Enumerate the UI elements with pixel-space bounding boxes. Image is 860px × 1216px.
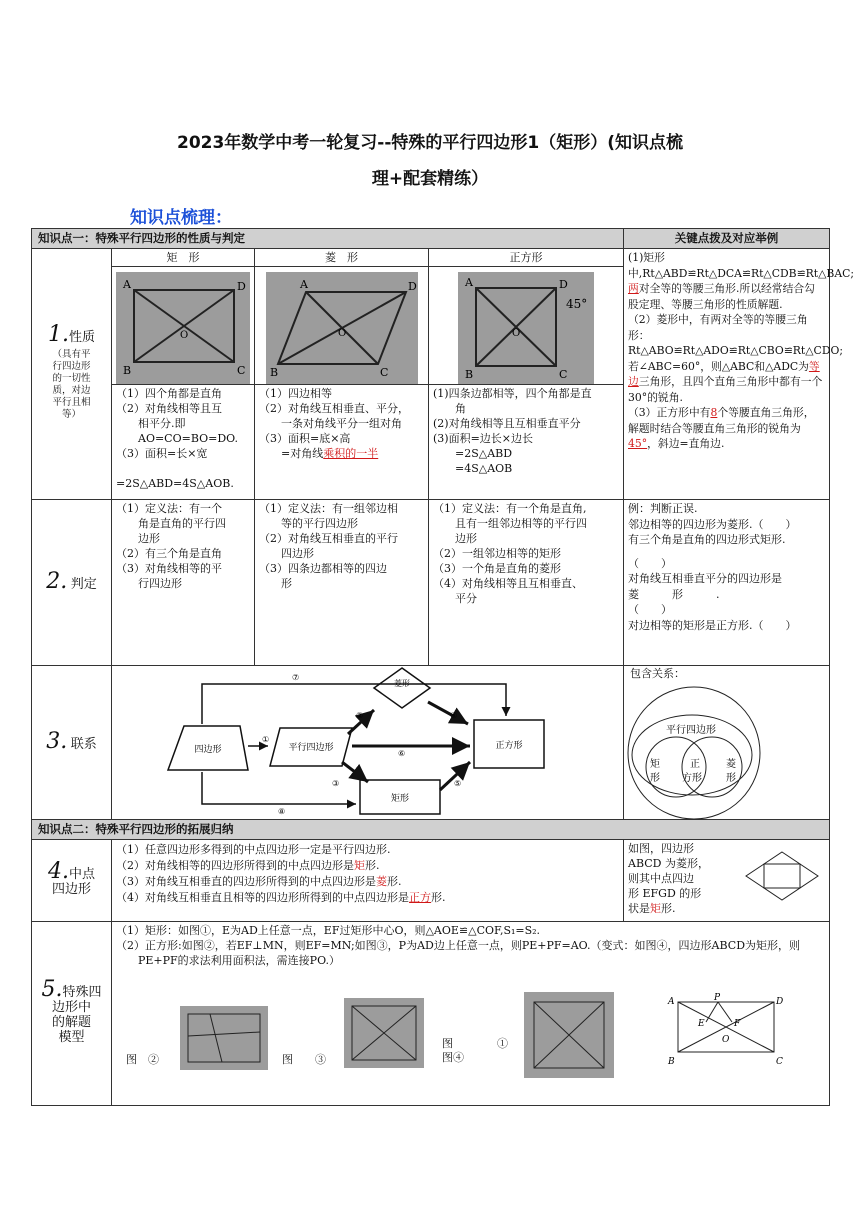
svg-text:O: O [180,330,189,341]
svg-text:45°: 45° [566,297,588,311]
rect-figure [116,272,250,384]
svg-text:方形: 方形 [682,773,702,784]
row2-label-cell [32,500,112,666]
row2-number: 2. [46,568,68,594]
svg-text:D: D [407,280,417,293]
svg-text:菱: 菱 [726,759,736,770]
svg-text:正方形: 正方形 [495,741,523,751]
svg-text:⑦: ⑦ [292,673,300,682]
header-tips: 关键点拨及对应举例 [624,229,830,249]
svg-text:①: ① [262,735,270,744]
svg-text:⑥: ⑥ [398,749,406,758]
row1-tips: (1)矩形中,Rt△ABD≌Rt△DCA≌Rt△CDB≌Rt△BAC; 两对全等的等腰三角形.所以经常结合勾股定理、等腰三角形的性质解题. （2）菱形中，有两对全等的等腰三角形：Rt△ABO≌Rt△ADO≌Rt△CBO≌Rt△CDO; 若∠ABC=60°，则△ABC和△ADC为等边三角形，且四个直角三角形中都有一个30°的锐角. （3）正方形中有8个等腰直角三角形，解题时结合等腰直角三角形的锐角为45°，斜边=直角边. [624,249,830,500]
midpoint-rhombus-figure [742,848,822,904]
section-heading: 知识点梳理： [130,208,232,228]
svg-text:A: A [465,276,473,289]
rect-figure-cell [112,267,255,385]
svg-text:C: C [237,364,246,377]
rhombus-figure-cell [255,267,429,385]
square-criteria: （1）定义法：有一个角是直角, 且有一组邻边相等的平行四 边形 （2）一组邻边相等的矩形 （3）一个角是直角的菱形 （4）对角线相等且互相垂直、 平分 [429,500,624,666]
svg-text:矩形: 矩形 [390,794,410,804]
svg-text:O: O [512,328,521,339]
fig3-photo [344,998,424,1068]
row1-number: 1. [47,322,69,347]
col-rect: 矩 形 [112,249,255,267]
svg-text:B: B [465,368,474,381]
venn-diagram [626,681,824,809]
svg-text:O: O [337,328,346,339]
rhombus-box [374,668,430,708]
svg-text:D: D [237,280,246,293]
row5-label-cell: 5.特殊四 边形中 的解题 模型 [32,922,112,1106]
row1-label: 性质 [68,330,95,345]
svg-text:矩: 矩 [650,759,660,770]
rhombus-criteria: （1）定义法：有一组邻边相 等的平行四边形 （2）对角线互相垂直的平行 四边形 （3）四条边都相等的四边 形 [255,500,429,666]
svg-text:B: B [668,1057,675,1067]
svg-text:B: B [269,366,278,379]
midpoint-item-3: （3）对角线互相垂直的四边形所得到的中点四边形是菱形. [116,875,402,888]
row3-label-cell [32,666,112,820]
model-rect-text: （1）矩形：如图①，E为AD上任意一点，EF过矩形中心O，则△AOE≌△COF,S₁=S₂. [116,924,541,937]
svg-text:A: A [123,278,131,291]
page-title-line2: 理+配套精练） [371,169,489,189]
square-figure [458,272,594,384]
svg-text:形: 形 [726,773,736,784]
row1-label-cell [32,249,112,500]
svg-text:F: F [734,1019,741,1029]
fig4-diagram [666,992,786,1070]
rect-criteria: （1）定义法：有一个 角是直角的平行四 边形 （2）有三个角是直角 （3）对角线相等的平 行四边形 [112,500,255,666]
square-figure-cell [429,267,624,385]
svg-text:②: ② [356,711,364,720]
svg-text:C: C [379,366,388,379]
square-properties: (1)四条边都相等，四个角都是直 角 (2)对角线相等且互相垂直平分 (3)面积=边长×边长 =2S△ABD =4S△AOB [429,385,624,500]
row4-tips: 如图，四边形 ABCD 为菱形， 则其中点四边 形 EFGD 的形 状是矩形. [624,840,830,922]
midpoint-item-4: （4）对角线互相垂直且相等的四边形所得到的中点四边形是正方形. [116,891,446,904]
col-rhombus: 菱 形 [255,249,429,267]
svg-text:形: 形 [650,773,660,784]
svg-text:⑧: ⑧ [278,807,286,816]
row4-label-cell: 4.中点 四边形 [32,840,112,922]
inclusion-title: 包含关系： [630,667,685,680]
row3-number: 3. [46,728,68,754]
row4-number: 4. [47,859,69,884]
svg-text:C: C [559,368,568,381]
relation-diagram-cell [112,666,624,820]
svg-text:④: ④ [450,711,458,720]
rhombus-figure [266,272,418,384]
svg-text:B: B [123,364,132,377]
knowledge-table [31,228,855,1106]
svg-text:C: C [776,1057,783,1067]
svg-text:O: O [722,1035,730,1045]
row2-label: 判定 [70,576,97,592]
svg-text:⑤: ⑤ [454,779,462,788]
fig1-photo [524,992,614,1078]
row3-label: 联系 [70,736,97,752]
rhombus-properties: （1）四边相等 （2）对角线互相垂直、平分， 一条对角线平分一组对角 （3）面积=底×高 =对角线乘积的一半 [255,385,429,500]
svg-text:③: ③ [332,779,340,788]
rect-properties: （1）四个角都是直角 （2）对角线相等且互 相平分.即 AO=CO=BO=DO. （3）面积=长×宽 =2S△ABD=4S△AOB. [112,385,255,500]
header-knowledge-1: 知识点一：特殊平行四边形的性质与判定 [32,229,624,249]
relation-diagram [112,666,622,818]
midpoint-item-1: （1）任意四边形多得到的中点四边形一定是平行四边形. [116,843,391,856]
svg-text:平行四边形: 平行四边形 [666,725,716,736]
row5-number: 5. [41,977,63,1002]
col-square: 正方形 [429,249,624,267]
row2-tips: 例：判断正误. 邻边相等的四边形为菱形.（ ） 有三个角是直角的四边形式矩形. （ ） 对角线互相垂直平分的四边形是 菱 形 . （ ） 对边相等的矩形是正方形.（ ） [624,500,830,666]
header-knowledge-2: 知识点二：特殊平行四边形的拓展归纳 [32,820,830,840]
relation-tips [624,666,830,820]
svg-text:E: E [698,1019,705,1029]
para-label: 平行四边形 [288,743,334,753]
row1-note: （具有平 行四边形 的一切性 质，对边 平行且相 等） [52,349,91,420]
svg-text:菱形: 菱形 [394,679,410,688]
svg-text:正: 正 [690,759,700,770]
quad-label: 四边形 [194,745,222,755]
midpoint-item-2: （2）对角线相等的四边形所得到的中点四边形是矩形. [116,859,380,872]
svg-text:A: A [668,997,675,1007]
page-title-line1: 2023年数学中考一轮复习--特殊的平行四边形1（矩形）(知识点梳 [176,133,684,153]
fig2-photo [180,1006,268,1070]
svg-text:D: D [559,278,568,291]
midpoint-list [112,840,624,922]
svg-text:A: A [299,278,308,291]
svg-text:P: P [714,993,721,1003]
row5-content: （1）矩形：如图①，E为AD上任意一点，EF过矩形中心O，则△AOE≌△COF,S₁=S₂. （2）正方形:如图②，若EF⊥MN，则EF=MN;如图③，P为AD边上任意一点，则PE+PF=AO.（变式：如图④，四边形ABCD为矩形，则PE+PF的求法利用面积法，需连接PO.） 图 ② 图 ③ 图 ① 图④ A D B C P E F O [112,922,830,1106]
svg-text:D: D [776,997,784,1007]
model-square-text: （2）正方形:如图②，若EF⊥MN，则EF=MN;如图③，P为AD边上任意一点，则PE+PF=AO.（变式：如图④，四边形ABCD为矩形，则PE+PF的求法利用面积法，需连接PO.） [116,939,801,967]
